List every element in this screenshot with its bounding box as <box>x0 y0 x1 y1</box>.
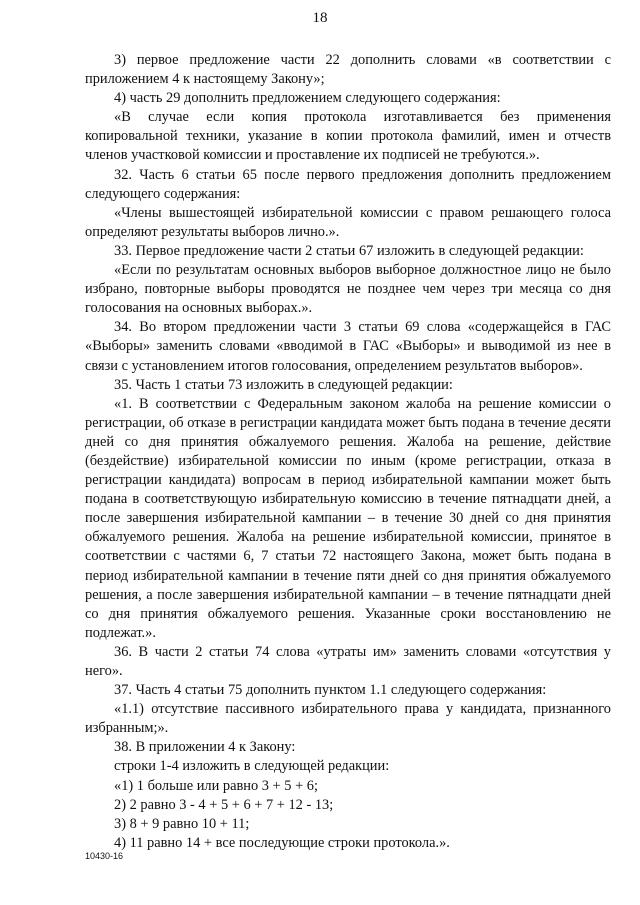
paragraph: 2) 2 равно 3 - 4 + 5 + 6 + 7 + 12 - 13; <box>114 796 334 813</box>
paragraph: 3) 8 + 9 равно 10 + 11; <box>114 815 250 832</box>
paragraph: 4) часть 29 дополнить предложением следующего содержания: <box>114 90 501 107</box>
paragraph: «1.1) отсутствие пассивного избирательного права у кандидата, признанного избранным;». <box>85 701 611 737</box>
paragraph: «1. В соответствии с Федеральным законом жалоба на решение комиссии о регистрации, об отказе в регистрации кандидата может быть подана в течение десяти дней со дня принятия обжалуемого решения. Жалоба на решение, действие (бездействие) избирательной комиссии по иным (кроме регистрации, отказа в регистрации кандидата) вопросам в период избирательной кампании может быть подана в соответствующую избирательную комиссию в течение пятнадцати дней, а после завершения избирательной кампании – в течение 30 дней со дня принятия обжалуемого решения. Жалоба на решение избирательной комиссии, принятое в соответствии с частями 6, 7 статьи 72 настоящего Закона, может быть подана в период избирательной кампании в течение пяти дней со дня принятия обжалуемого решения, а после завершения избирательной кампании – в течение пятнадцати дней со дня принятия обжалуемого решения. Указанные сроки восстановлению не подлежат.». <box>85 395 611 641</box>
paragraph: 32. Часть 6 статьи 65 после первого предложения дополнить предложением следующего содержания: <box>85 166 611 202</box>
paragraph: строки 1-4 изложить в следующей редакции: <box>114 758 390 775</box>
paragraph: 38. В приложении 4 к Закону: <box>114 739 296 756</box>
paragraph: 37. Часть 4 статьи 75 дополнить пунктом 1.1 следующего содержания: <box>114 682 547 699</box>
paragraph: 36. В части 2 статьи 74 слова «утраты им» заменить словами «отсутствия у него». <box>85 643 611 679</box>
paragraph: 3) первое предложение части 22 дополнить словами «в соответствии с приложением 4 к настоящему Закону»; <box>85 52 611 88</box>
document-body <box>85 51 611 853</box>
paragraph: «Члены вышестоящей избирательной комиссии с правом решающего голоса определяют результаты выборов лично.». <box>85 204 611 240</box>
document-code: 10430-16 <box>85 851 124 861</box>
paragraph: 35. Часть 1 статьи 73 изложить в следующей редакции: <box>114 376 453 393</box>
paragraph: 34. Во втором предложении части 3 статьи 69 слова «содержащейся в ГАС «Выборы» заменить словами «вводимой в ГАС «Выборы» и выводимой из нее в связи с установлением итогов голосования, определением результатов выборов». <box>85 319 611 374</box>
paragraph: «В случае если копия протокола изготавливается без применения копировальной техники, указание в копии протокола фамилий, имен и отчеств членов участковой комиссии и проставление их подписей не требуются.». <box>85 109 611 164</box>
paragraph: 33. Первое предложение части 2 статьи 67 изложить в следующей редакции: <box>114 242 584 259</box>
paragraph: «1) 1 больше или равно 3 + 5 + 6; <box>114 777 318 794</box>
paragraph: 4) 11 равно 14 + все последующие строки протокола.». <box>114 834 450 851</box>
page-number: 18 <box>312 10 328 26</box>
paragraph: «Если по результатам основных выборов выборное должностное лицо не было избрано, повторные выборы проводятся не позднее чем через три месяца со дня голосования на основных выборах.». <box>85 262 611 317</box>
